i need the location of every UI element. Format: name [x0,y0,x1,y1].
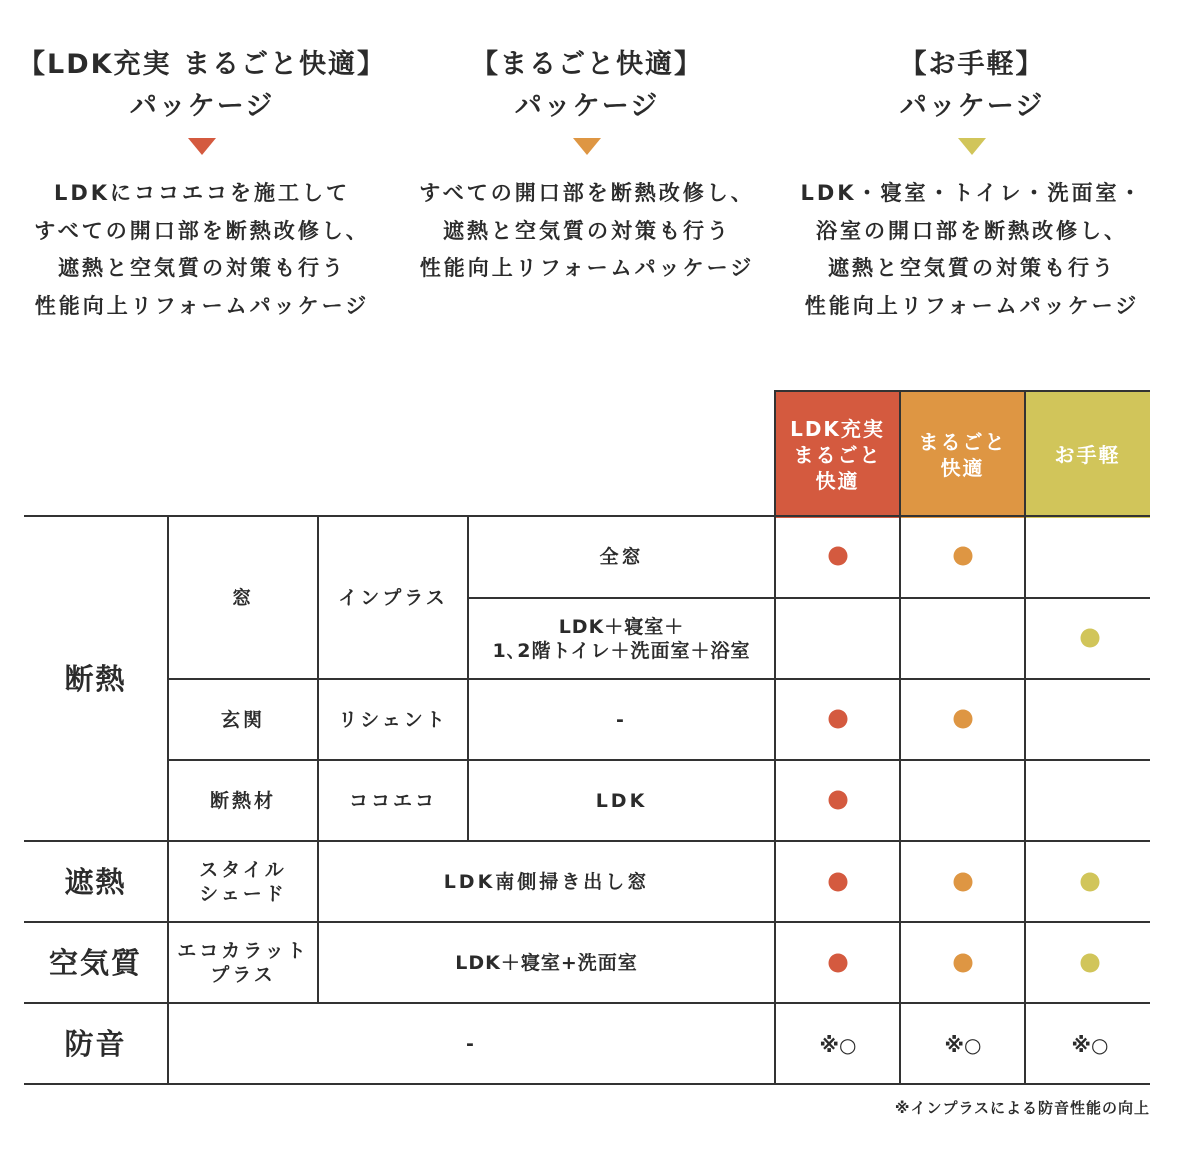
package-ldk-description: LDKにココエコを施工して すべての開口部を断熱改修し、 遮熱と空気質の対策も行う 性能向上リフォームパッケージ [34,181,370,318]
part-genkan: 玄関 [220,708,265,731]
category-dannetsu: 断熱 [64,661,127,696]
scope-boon: - [466,1032,477,1055]
package-ldk [7,44,397,325]
package-marugoto [392,44,782,288]
scope-genkan: - [616,708,627,731]
package-otegaru-description: LDK・寝室・トイレ・洗面室・ 浴室の開口部を断熱改修し、 遮熱と空気質の対策も行う 性能向上リフォームパッケージ [800,181,1144,318]
column-header-otegaru: お手軽 [1025,390,1150,518]
category-boon: 防音 [64,1026,127,1061]
category-kukishitsu: 空気質 [48,945,142,980]
product-recent: リシェント [338,708,448,731]
availability-dot [954,710,973,729]
part-style-shade: スタイル シェード [199,858,287,905]
availability-dot [829,710,848,729]
package-marugoto-title: 【まるごと快適】 パッケージ [471,49,703,122]
availability-dot [1081,873,1100,892]
triangle-down-icon [958,138,986,155]
product-inplus: インプラス [338,586,448,609]
availability-dot [829,954,848,973]
part-ecocarat: エコカラット プラス [177,939,309,986]
triangle-down-icon [573,138,601,155]
package-marugoto-description: すべての開口部を断熱改修し、 遮熱と空気質の対策も行う 性能向上リフォームパッケージ [419,181,755,280]
category-shanetsu: 遮熱 [64,864,127,899]
sound-mark: ※○ [944,1033,982,1057]
part-mado: 窓 [231,586,254,609]
scope-ldk-south: LDK南側掃き出し窓 [443,870,650,893]
availability-dot [829,791,848,810]
part-dannetsuzai: 断熱材 [209,789,276,812]
availability-dot [829,873,848,892]
package-otegaru-title: 【お手軽】 パッケージ [899,49,1045,122]
table-line [899,390,901,1085]
availability-dot [954,873,973,892]
package-ldk-title: 【LDK充実 まるごと快適】 パッケージ [18,49,386,122]
scope-ldk-rooms: LDK＋寝室＋ 1､2階トイレ＋洗面室＋浴室 [492,615,751,662]
footnote: ※インプラスによる防音性能の向上 [894,1099,1150,1117]
scope-ldk: LDK [595,789,648,812]
sound-mark: ※○ [819,1033,857,1057]
availability-dot [954,547,973,566]
sound-mark: ※○ [1071,1033,1109,1057]
triangle-down-icon [188,138,216,155]
table-line [1024,390,1026,1085]
product-cocoeco: ココエコ [348,789,437,812]
column-header-ldk: LDK充実 まるごと 快適 [775,390,900,518]
availability-dot [1081,629,1100,648]
availability-dot [954,954,973,973]
availability-dot [1081,954,1100,973]
scope-ldk-bed-wash: LDK＋寝室+洗面室 [455,951,638,974]
scope-all-windows: 全窓 [599,545,644,568]
column-header-marugoto: まるごと 快適 [900,390,1025,518]
availability-dot [829,547,848,566]
package-otegaru [777,44,1167,325]
